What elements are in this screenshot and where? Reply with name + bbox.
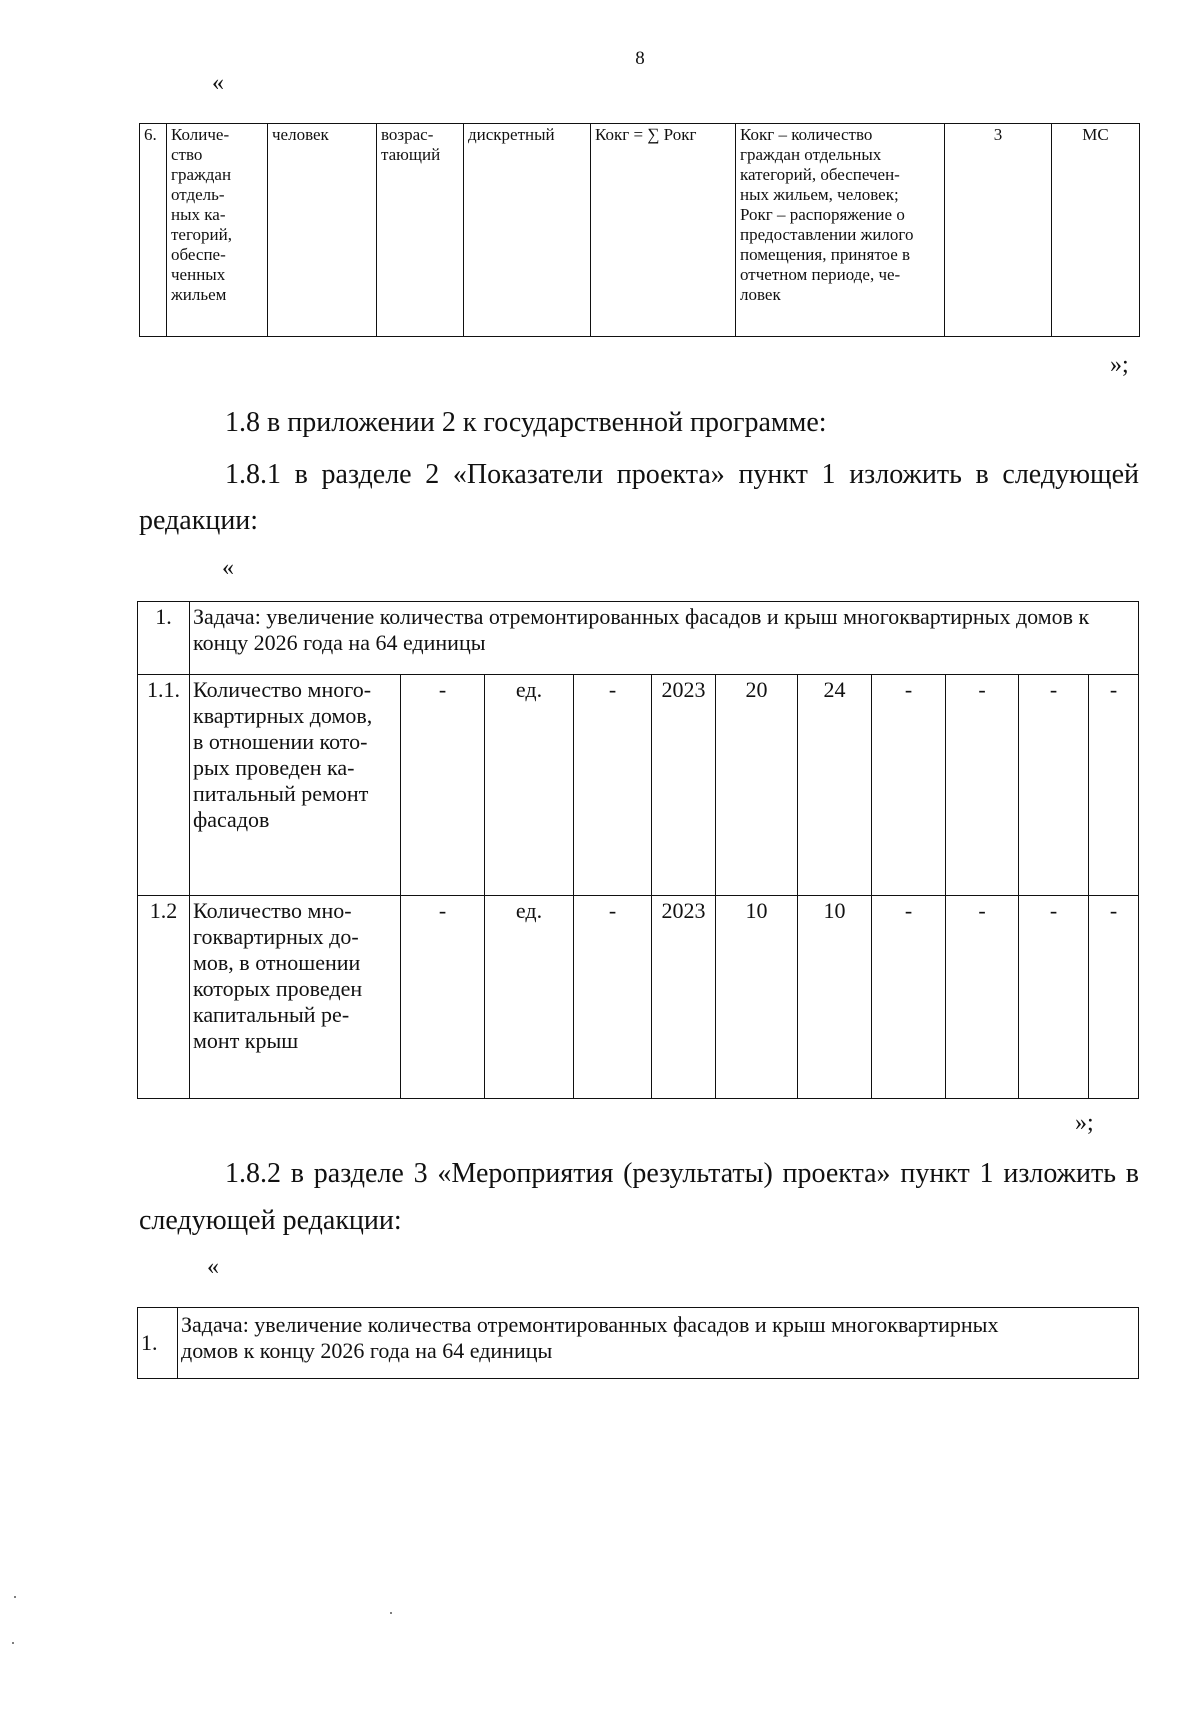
cell-value: 24 xyxy=(823,677,846,702)
table-cell xyxy=(574,896,652,1099)
cell-value: 10 xyxy=(823,898,846,923)
row-number: 1.2 xyxy=(149,898,178,923)
opening-quote: « xyxy=(212,70,224,96)
data-source: МС xyxy=(1082,125,1109,144)
table-cell xyxy=(190,896,401,1099)
table-cell xyxy=(1019,896,1089,1099)
table-cell xyxy=(268,124,377,337)
scan-speck xyxy=(14,1596,16,1598)
table-cell xyxy=(140,124,167,337)
cell-value: - xyxy=(978,677,986,702)
table-cell xyxy=(798,675,872,896)
table-cell xyxy=(138,602,190,675)
unit: ед. xyxy=(515,898,543,923)
paragraph-1-8-2: 1.8.2 в разделе 3 «Мероприятия (результаты) проекта» пункт 1 изложить в xyxy=(225,1158,1139,1189)
paragraph-1-8: 1.8 в приложении 2 к государственной программе: xyxy=(225,407,827,438)
table-cell xyxy=(872,896,946,1099)
scan-speck xyxy=(12,1642,14,1644)
table-row xyxy=(140,124,1140,337)
closing-quote: »; xyxy=(1075,1110,1094,1136)
task-text: Задача: увеличение количества отремонтированных фасадов и крыш многоквартирных домов к концу 2026 года на 64 единицы xyxy=(193,604,1090,655)
dynamics: возрас- тающий xyxy=(381,125,441,164)
cell-value: - xyxy=(438,677,447,702)
cell-value: 10 xyxy=(745,898,768,923)
base-year: 2023 xyxy=(661,898,706,923)
cell-value: - xyxy=(1109,898,1118,923)
table-row xyxy=(138,602,1139,675)
table-cell xyxy=(591,124,736,337)
task-text: Задача: увеличение количества отремонтированных фасадов и крыш многоквартирных домов к концу 2026 года на 64 единицы xyxy=(181,1312,999,1363)
cell-value: - xyxy=(1109,677,1118,702)
formula-description: Кокг – количество граждан отдельных категорий, обеспечен- ных жильем, человек; Рокг – распоряжение о предоставлении жилого помещения, принятое в отчетном периоде, че- ловек xyxy=(740,125,914,304)
table-cell xyxy=(716,675,798,896)
table-cell xyxy=(190,602,1139,675)
cell-value: - xyxy=(904,898,913,923)
table-cell xyxy=(1089,675,1139,896)
table-cell xyxy=(377,124,464,337)
table-cell xyxy=(178,1308,1139,1379)
table-cell xyxy=(736,124,945,337)
paragraph-1-8-2-continued: следующей редакции: xyxy=(139,1205,402,1236)
unit: ед. xyxy=(515,677,543,702)
cell-value: 20 xyxy=(745,677,768,702)
formula: Кокг = ∑ Рокг xyxy=(595,125,697,144)
table-cell xyxy=(1019,675,1089,896)
table-cell xyxy=(574,675,652,896)
indicator-type: дискретный xyxy=(468,125,555,144)
indicator-name: Количе- ство граждан отдель- ных ка- тегорий, обеспе- ченных жильем xyxy=(171,125,232,304)
paragraph-1-8-1: 1.8.1 в разделе 2 «Показатели проекта» пункт 1 изложить в следующей xyxy=(225,459,1139,490)
row-number: 6. xyxy=(144,125,157,144)
table-cell xyxy=(946,675,1019,896)
table-cell xyxy=(798,896,872,1099)
table-cell xyxy=(167,124,268,337)
cell-value: - xyxy=(438,898,447,923)
indicator-name: Количество мно- гоквартирных до- мов, в отношении которых проведен капитальный ре- монт крыш xyxy=(193,898,363,1053)
table-cell xyxy=(1052,124,1140,337)
cell-value: - xyxy=(904,677,913,702)
table-cell xyxy=(1089,896,1139,1099)
project-indicators-table xyxy=(137,601,1139,1099)
table-cell xyxy=(138,675,190,896)
table-cell xyxy=(401,896,485,1099)
paragraph-1-8-1-continued: редакции: xyxy=(139,505,259,536)
table-cell xyxy=(872,675,946,896)
opening-quote: « xyxy=(222,555,234,581)
task-number: 1. xyxy=(155,604,172,629)
table-cell xyxy=(652,675,716,896)
base-year: 2023 xyxy=(661,677,706,702)
cell-value: - xyxy=(608,677,617,702)
table-cell xyxy=(945,124,1052,337)
opening-quote: « xyxy=(207,1254,219,1280)
table-cell xyxy=(138,1308,178,1379)
task-number: 1. xyxy=(141,1330,158,1355)
indicator-name: Количество много- квартирных домов, в отношении кото- рых проведен ка- питальный ремонт фасадов xyxy=(193,677,373,832)
unit: человек xyxy=(272,125,329,144)
indicator-table-row-6 xyxy=(139,123,1140,337)
table-cell xyxy=(652,896,716,1099)
table-cell xyxy=(485,896,574,1099)
table-cell xyxy=(716,896,798,1099)
table-cell xyxy=(190,675,401,896)
row-number: 1.1. xyxy=(147,677,180,702)
cell-value: - xyxy=(1049,898,1058,923)
table-row xyxy=(138,1308,1139,1379)
cell-value: - xyxy=(608,898,617,923)
table-row xyxy=(138,896,1139,1099)
table-cell xyxy=(946,896,1019,1099)
table-cell xyxy=(401,675,485,896)
scan-speck xyxy=(390,1612,392,1614)
method-code: 3 xyxy=(993,125,1003,144)
project-activities-table xyxy=(137,1307,1139,1379)
cell-value: - xyxy=(978,898,986,923)
table-cell xyxy=(138,896,190,1099)
page-number: 8 xyxy=(635,48,645,69)
closing-quote: »; xyxy=(1110,352,1129,378)
table-row xyxy=(138,675,1139,896)
table-cell xyxy=(464,124,591,337)
cell-value: - xyxy=(1049,677,1058,702)
table-cell xyxy=(485,675,574,896)
